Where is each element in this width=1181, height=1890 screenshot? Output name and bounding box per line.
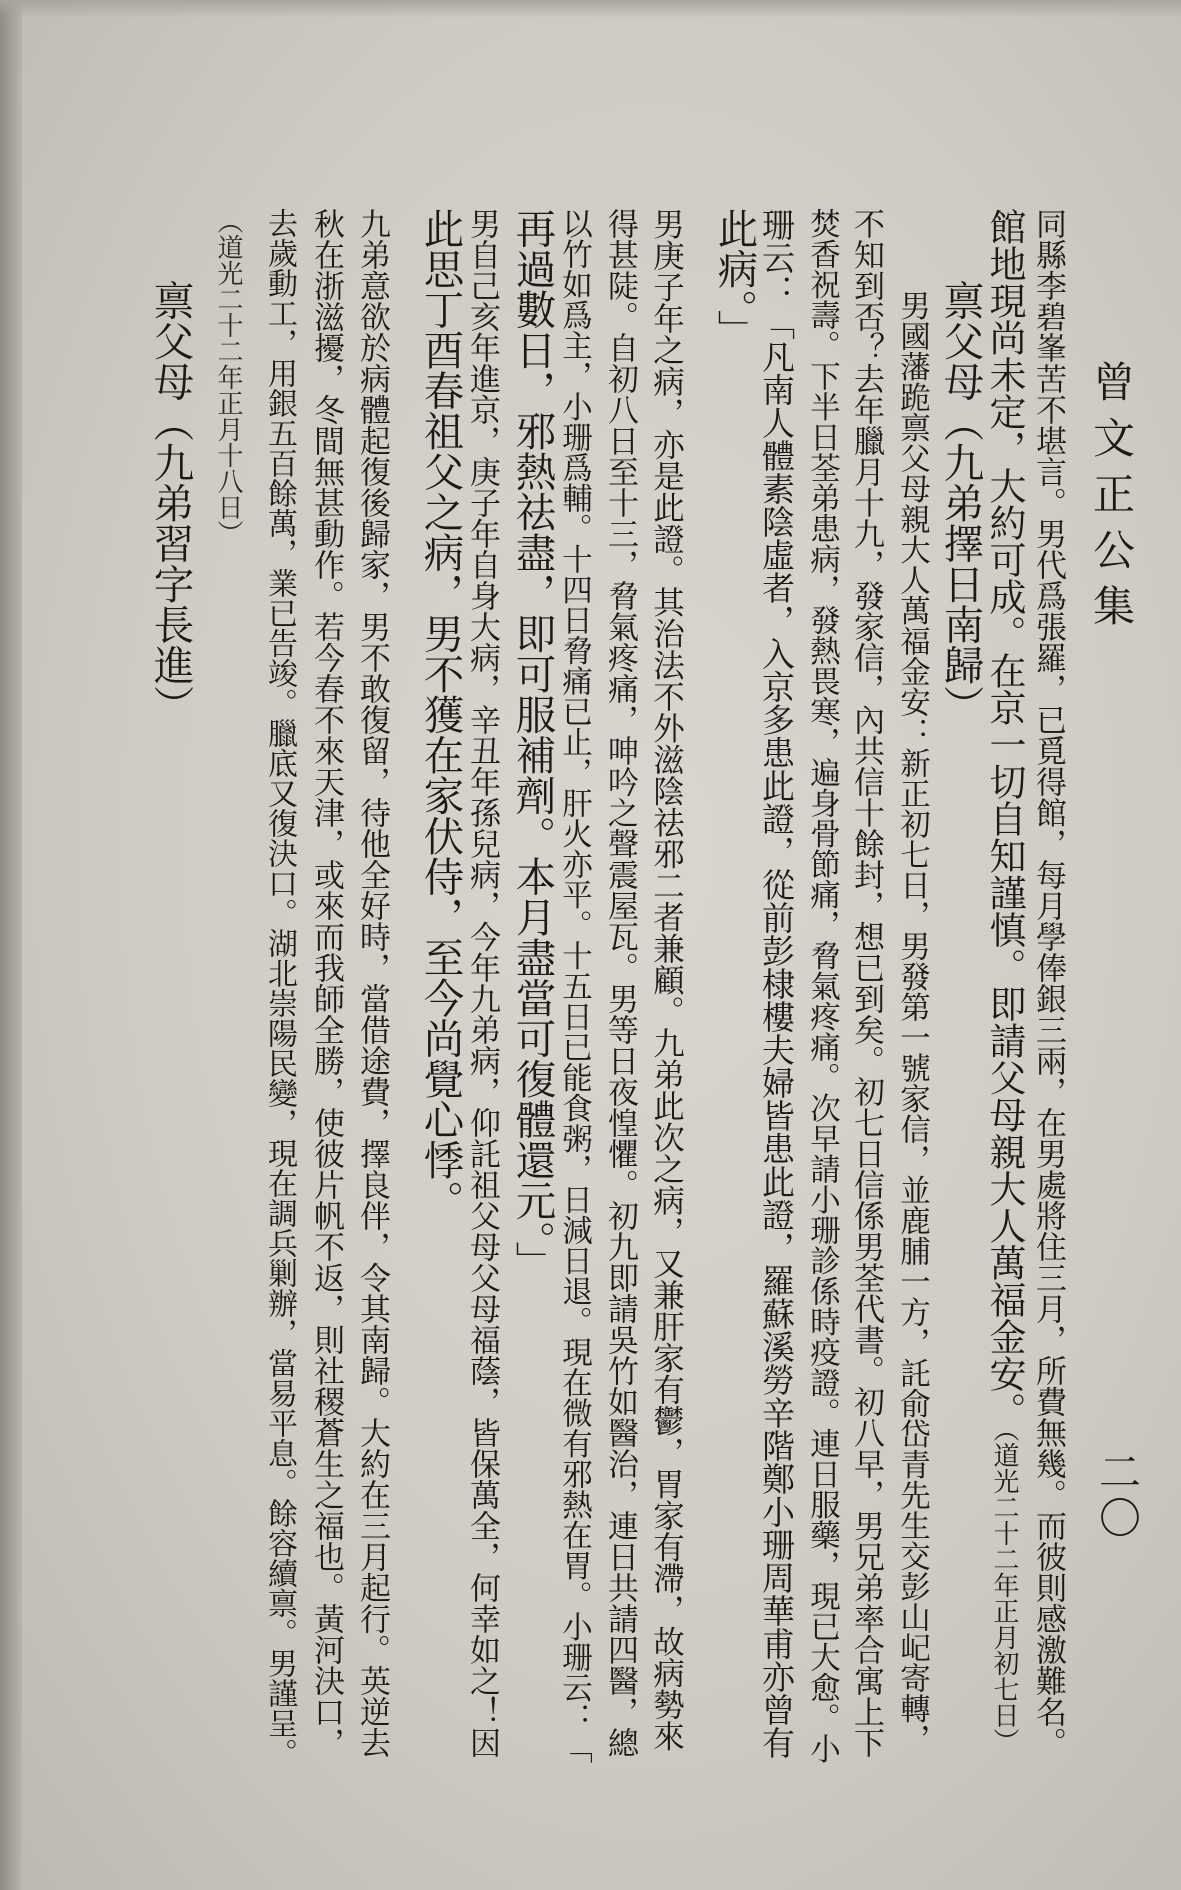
text-column: 男國藩跪禀父母親大人萬福金安：新正初七日，男發第一號家信，並鹿脯一方，託俞岱青先生交彭山屺寄轉， <box>894 290 930 1754</box>
text-column: 此病。」 <box>710 208 759 350</box>
text-column: 男自己亥年進京，庚子年自身大病，辛丑年孫兒病，今年九弟病，仰託祖父母父母福蔭，皆保萬全，何幸如之！因 <box>464 208 500 1758</box>
text-column: 去歲動工，用銀五百餘萬，業已告竣。臘底又復決口。湖北崇陽民變，現在調兵剿辦，當易平息。餘容續禀。男謹呈。 <box>262 208 297 1768</box>
running-header-title: 曾文正公集 <box>1087 360 1136 640</box>
text-column: 九弟意欲於病體起復後歸家，男不敢復留，待他全好時，當借途費，擇良伴，令其南歸。大約在三月起行。英逆去 <box>354 208 390 1758</box>
text-column: 同縣李碧峯苦不堪言。男代爲張羅，已覓得館，每月學俸銀三兩，在男處將住三月，所費無幾。而彼則感激難名。 <box>1030 208 1066 1758</box>
letter-heading: 禀父母（九弟擇日南歸） <box>936 280 985 726</box>
text-column: 焚香祝壽。下半日荃弟患病，發熱畏寒，遍身骨節痛，脅氣疼痛。次早請小珊診係時疫證。連日服藥，現已大愈。小 <box>804 208 840 1764</box>
text-column: 此思丁酉春祖父之病，男不獲在家伏侍，至今尚覺心悸。 <box>416 208 465 1221</box>
page-number: 二〇 <box>1093 1450 1142 1542</box>
text-column: 再過數日，邪熱祛盡，即可服補劑。本月盡當可復體還元。」 <box>508 208 557 1282</box>
letter-heading: 禀父母（九弟習字長進） <box>146 280 195 726</box>
page-edge-top <box>0 0 1181 18</box>
text-column: 館地現尚未定，大約可成。在京一切自知謹慎。即請父母親大人萬福金安。（道光二十二年正月初七日） <box>983 208 1026 1754</box>
text-column: 以竹如爲主，小珊爲輔。十四日脅痛已止，肝火亦平。十五日已能食粥，日減日退。現在微有邪熱在胃。小珊云：「 <box>556 208 592 1764</box>
date-note: （道光二十二年正月初七日） <box>989 1429 1019 1754</box>
text-column: 珊云：「凡南人體素陰虛者，入京多患此證，從前彭棣樓夫婦皆患此證，羅蘇溪勞辛階鄭小珊周華甫亦曾有 <box>757 208 796 1759</box>
date-note: （道光二十二年正月十八日） <box>213 208 243 546</box>
text-column: 得甚陡。自初八日至十三，脅氣疼痛，呻吟之聲震屋瓦。男等日夜惶懼。初九即請吳竹如醫治，連日共請四醫，總 <box>602 208 638 1758</box>
text-column: 秋在浙滋擾，冬間無甚動作。若今春不來天津，或來而我師全勝，使彼片帆不返，則社稷蒼生之福也。黃河決口， <box>308 208 344 1758</box>
page-edge-left <box>0 0 22 1890</box>
text-column: 男庚子年之病，亦是此證。其治法不外滋陰祛邪二者兼顧。九弟此次之病，又兼肝家有鬱，胃家有滯，故病勢來 <box>648 208 685 1752</box>
text-column: 不知到否？去年臘月十九，發家信，內共信十餘封，想已到矣。初七日信係男荃代書。初八早，男兄弟率合寓上下 <box>848 208 884 1758</box>
